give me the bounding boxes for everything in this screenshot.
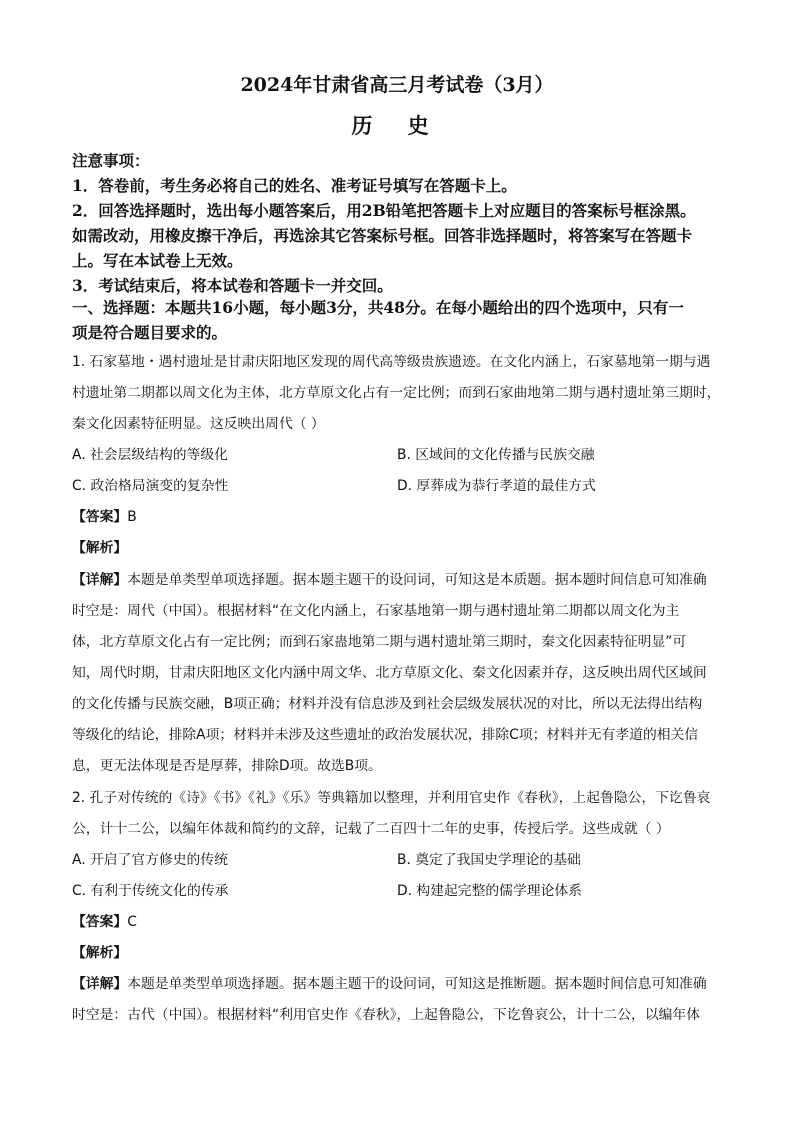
analysis-tag: 【解析】 (72, 945, 128, 961)
detail-text: 本题是单类型单项选择题。据本题主题干的设问词，可知这是本质题。据本题时间信息可知准确 (127, 572, 707, 588)
question-1-option-c: C. 政治格局演变的复杂性 (72, 478, 229, 494)
notice-item: 2．回答选择题时，选出每小题答案后，用2B铅笔把答题卡上对应题目的答案标号框涂黑。 (72, 201, 696, 220)
question-2-option-c: C. 有利于传统文化的传承 (72, 883, 229, 899)
question-1-detail-line: 体，北方草原文化占有一定比例；而到石家蛊地第二期与遇村遗址第三期时，秦文化因素特征明显”可 (72, 634, 687, 650)
question-1-answer (72, 505, 137, 525)
question-1-detail (72, 568, 707, 588)
question-1-option-d: D. 厚葬成为恭行孝道的最佳方式 (397, 478, 596, 494)
question-1-analysis-tag (72, 536, 127, 556)
detail-tag: 【详解】 (72, 976, 128, 992)
question-1-stem: 秦文化因素特征明显。这反映出周代（ ） (72, 416, 325, 432)
detail-tag: 【详解】 (72, 572, 128, 588)
question-2-stem: 2. 孔子对传统的《诗》《书》《礼》《乐》等典籍加以整理，并利用官史作《春秋》，上起鲁隐公，下讫鲁哀 (72, 790, 711, 806)
question-2-stem: 公，计十二公，以编年体裁和简约的文辞，记载了二百四十二年的史事，传授后学。这些成就（ ） (72, 821, 670, 837)
question-2-option-d: D. 构建起完整的儒学理论体系 (397, 883, 582, 899)
question-2-option-a: A. 开启了官方修史的传统 (72, 852, 228, 868)
subject-title: 历 史 (351, 113, 443, 138)
analysis-tag: 【解析】 (72, 540, 128, 556)
notice-heading: 注意事项： (72, 151, 150, 170)
section-heading: 一、选择题：本题共16小题，每小题3分，共48分。在每小题给出的四个选项中，只有一 (72, 298, 684, 317)
notice-item: 如需改动，用橡皮擦干净后，再选涂其它答案标号框。回答非选择题时，将答案写在答题卡 (72, 226, 693, 245)
question-2-answer (72, 910, 137, 930)
answer-tag: 【答案】 (72, 914, 128, 930)
question-2-option-b: B. 奠定了我国史学理论的基础 (397, 852, 581, 868)
question-1-detail-line: 息，更无法体现是否是厚葬，排除D项。故选B项。 (72, 758, 382, 774)
notice-item: 3．考试结束后，将本试卷和答题卡一并交回。 (72, 276, 393, 295)
question-1-stem: 村遗址第二期都以周文化为主体，北方草原文化占有一定比例；而到石家曲地第二期与遇村遗址第三期时， (72, 385, 721, 401)
section-heading: 项是符合题目要求的。 (72, 323, 228, 342)
question-1-detail-line: 知，周代时期，甘肃庆阳地区文化内涵中周文华、北方草原文化、秦文化因素并存，这反映出周代区域间 (72, 665, 707, 681)
question-1-detail-line: 的文化传播与民族交融，B项正确；材料并没有信息涉及到社会层级发展状况的对比，所以无法得出结构 (72, 696, 703, 712)
answer-value: C (127, 914, 137, 930)
notice-item: 上。写在本试卷上无效。 (72, 251, 243, 270)
question-1-detail-line: 时空是：周代（中国）。根据材料“在文化内涵上，石家基地第一期与遇村遗址第二期都以周文化为主 (72, 603, 680, 619)
exam-title: 2024年甘肃省高三月考试卷（3月） (240, 74, 554, 96)
question-1-detail-line: 等级化的结论，排除A项；材料并未涉及这些遗址的政治发展状况，排除C项；材料并无有孝道的相关信 (72, 727, 699, 743)
question-1-stem: 1. 石家墓地・遇村遗址是甘肃庆阳地区发现的周代高等级贵族遗迹。在文化内涵上，石家墓地第一期与遇 (72, 354, 711, 370)
question-2-analysis-tag (72, 941, 127, 961)
question-1-option-a: A. 社会层级结构的等级化 (72, 447, 228, 463)
notice-item: 1．答卷前，考生务必将自己的姓名、准考证号填写在答题卡上。 (72, 176, 517, 195)
question-1-option-b: B. 区域间的文化传播与民族交融 (397, 447, 595, 463)
detail-text: 本题是单类型单项选择题。据本题主题干的设问词，可知这是推断题。据本题时间信息可知准确 (127, 976, 707, 992)
answer-value: B (127, 509, 137, 525)
answer-tag: 【答案】 (72, 509, 128, 525)
question-2-detail-line: 时空是：古代（中国）。根据材料“利用官史作《春秋》，上起鲁隐公，下讫鲁哀公，计十二公，以编年体 (72, 1007, 701, 1023)
question-2-detail (72, 972, 707, 992)
